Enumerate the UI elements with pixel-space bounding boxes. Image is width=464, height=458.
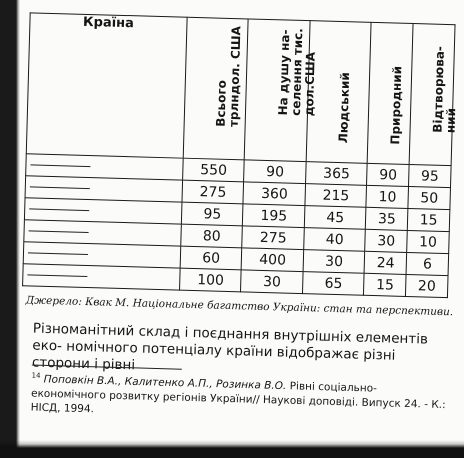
value-cell: 215 [305, 184, 367, 208]
country-name-line [29, 208, 89, 211]
value-cell: 40 [304, 228, 366, 252]
value-cell: 30 [241, 270, 303, 294]
scan-bottom-edge [0, 440, 464, 458]
table-header-row [26, 13, 455, 166]
footnote-authors: Поповкін В.А., Калитенко А.П., Розинка В.О. [43, 373, 287, 393]
value-cell: 45 [304, 206, 366, 230]
page-content [6, 2, 458, 454]
footnote-text: Рівні соціально-економічного розвитку регіонів України// Наукові доповіді. Випуск 24. - К.: НІСД, 1994. [30, 380, 446, 415]
value-cell: 100 [180, 268, 242, 292]
source-note: Джерело: Квак М. Національне багатство України: стан та перспективи. [25, 294, 454, 319]
country-name-line [30, 164, 90, 167]
value-cell: 90 [367, 163, 409, 186]
country-name-line [27, 274, 87, 277]
header-per-capita [245, 19, 318, 162]
header-total [183, 17, 248, 160]
body-paragraph: Різноманітний склад і поєднання внутрішніх елементів еко- номічного потенціалу країни відображає різні сторони і рівні [31, 320, 429, 374]
header-human [306, 21, 371, 164]
value-cell: 20 [406, 274, 448, 297]
value-cell: 65 [302, 272, 364, 296]
header-country: Країна [26, 13, 187, 158]
header-reproducible [409, 24, 458, 166]
footnote-number: 14 [31, 371, 41, 380]
value-cell: 50 [408, 186, 450, 209]
header-natural [368, 22, 414, 164]
value-cell: 10 [407, 230, 449, 253]
value-cell: 95 [409, 164, 451, 187]
header-natural-label: Природний [387, 65, 405, 145]
wealth-table [22, 12, 458, 298]
value-cell: 275 [242, 226, 304, 250]
value-cell: 360 [243, 182, 305, 206]
header-total-label: Всього трлндол. США [213, 25, 244, 128]
country-name-line [29, 230, 89, 233]
country-name-line [28, 252, 88, 255]
value-cell: 195 [243, 204, 305, 228]
value-cell: 550 [183, 158, 245, 182]
scan-left-edge [0, 0, 20, 458]
country-name-line [30, 186, 90, 189]
country-cell [23, 264, 181, 290]
value-cell: 95 [181, 202, 243, 226]
value-cell: 6 [406, 252, 448, 275]
header-human-label: Людський [336, 71, 353, 144]
table-body [23, 154, 452, 298]
value-cell: 24 [365, 251, 407, 274]
value-cell: 80 [181, 224, 243, 248]
value-cell: 365 [306, 162, 368, 186]
value-cell: 275 [182, 180, 244, 204]
value-cell: 10 [366, 185, 408, 208]
value-cell: 35 [366, 207, 408, 230]
value-cell: 15 [407, 208, 449, 231]
value-cell: 30 [365, 229, 407, 252]
value-cell: 400 [242, 248, 304, 272]
value-cell: 30 [303, 250, 365, 274]
value-cell: 15 [364, 273, 406, 296]
header-per-capita-label: На душу на- селення тис. дол.США [275, 27, 318, 117]
value-cell: 90 [244, 160, 306, 184]
header-reproducible-label: Відтворюва- ний [430, 45, 458, 134]
value-cell: 60 [180, 246, 242, 270]
